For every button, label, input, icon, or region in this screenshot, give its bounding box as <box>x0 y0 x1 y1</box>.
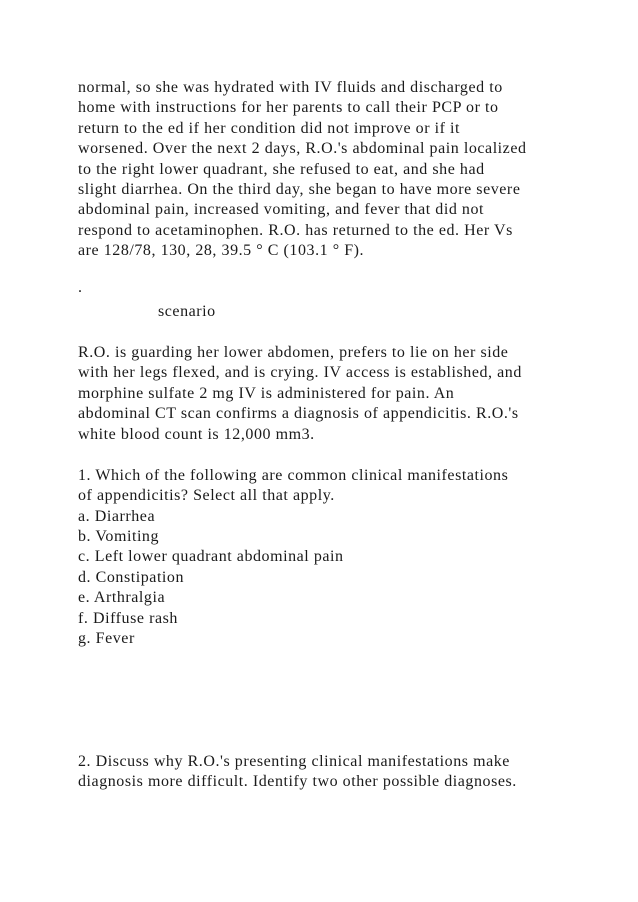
scenario-line: abdominal CT scan confirms a diagnosis of appendicitis. R.O.'s <box>78 405 519 422</box>
intro-line: to the right lower quadrant, she refused to eat, and she had <box>78 161 485 178</box>
intro-line: worsened. Over the next 2 days, R.O.'s abdominal pain localized <box>78 140 527 157</box>
intro-line: are 128/78, 130, 28, 39.5 ° C (103.1 ° F). <box>78 242 365 259</box>
question1-line: of appendicitis? Select all that apply. <box>78 487 335 504</box>
intro-line: home with instructions for her parents to call their PCP or to <box>78 99 499 116</box>
question1-line: 1. Which of the following are common clinical manifestations <box>78 467 509 484</box>
intro-line: return to the ed if her condition did not improve or if it <box>78 120 461 137</box>
answer-option: b. Vomiting <box>78 528 160 545</box>
intro-line: abdominal pain, increased vomiting, and fever that did not <box>78 201 485 218</box>
scenario-line: R.O. is guarding her lower abdomen, prefers to lie on her side <box>78 344 509 361</box>
question2-line: 2. Discuss why R.O.'s presenting clinical manifestations make <box>78 753 510 770</box>
intro-line: respond to acetaminophen. R.O. has returned to the ed. Her Vs <box>78 222 513 239</box>
scenario-line: morphine sulfate 2 mg IV is administered for pain. An <box>78 385 455 402</box>
intro-line: normal, so she was hydrated with IV fluids and discharged to <box>78 79 503 96</box>
scenario-line: white blood count is 12,000 mm3. <box>78 426 315 443</box>
answer-option: c. Left lower quadrant abdominal pain <box>78 548 344 565</box>
scenario-line: with her legs flexed, and is crying. IV access is established, and <box>78 364 522 381</box>
answer-option: e. Arthralgia <box>78 589 166 606</box>
answer-option: g. Fever <box>78 630 135 647</box>
answer-option: a. Diarrhea <box>78 508 156 525</box>
separator-dot: . <box>78 279 83 296</box>
section-label: scenario <box>158 303 216 320</box>
answer-option: f. Diffuse rash <box>78 610 178 627</box>
question2-line: diagnosis more difficult. Identify two other possible diagnoses. <box>78 773 517 790</box>
answer-option: d. Constipation <box>78 569 185 586</box>
intro-line: slight diarrhea. On the third day, she began to have more severe <box>78 181 521 198</box>
